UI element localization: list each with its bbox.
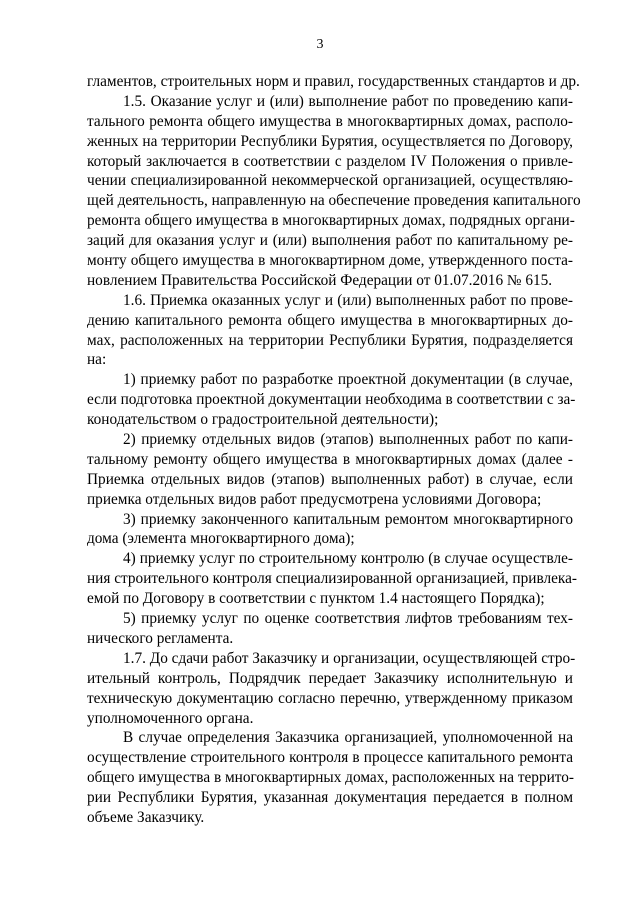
paragraph	[87, 72, 580, 92]
text-line: тальному ремонту общего имущества в многоквартирных домах (далее -	[87, 450, 573, 468]
text-line: ния строительного контроля специализированной организацией, привлека-	[87, 570, 577, 588]
text-line: 3) приемку законченного капитальным ремонтом многоквартирного	[123, 510, 573, 528]
text-line: 1.6. Приемка оказанных услуг и (или) выполненных работ по прове-	[123, 291, 573, 309]
text-line: В случае определения Заказчика организацией, уполномоченной на	[123, 729, 573, 747]
text-line: ремонта общего имущества в многоквартирных домах, подрядных органи-	[87, 212, 575, 230]
text-line: объеме Заказчику.	[87, 808, 205, 826]
text-line: монту общего имущества в многоквартирном доме, утвержденного поста-	[87, 252, 573, 270]
text-line: на:	[87, 351, 107, 369]
paragraph	[87, 430, 573, 510]
text-line: общего имущества в многоквартирных домах, расположенных на террито-	[87, 769, 575, 787]
text-line: уполномоченного органа.	[87, 709, 254, 727]
text-line: Приемка отдельных видов (этапов) выполненных работ) в случае, если	[87, 470, 573, 488]
paragraph	[87, 549, 577, 609]
text-line: конодательством о градостроительной деятельности);	[87, 411, 439, 429]
text-line: 1.7. До сдачи работ Заказчику и организации, осуществляющей стро-	[123, 649, 576, 667]
text-line: мах, расположенных на территории Республики Бурятия, подразделяется	[87, 331, 573, 349]
paragraph	[87, 92, 581, 291]
paragraph	[87, 510, 573, 550]
text-line: нического регламента.	[87, 629, 234, 647]
paragraph	[87, 291, 573, 371]
document-body	[87, 72, 581, 828]
text-line: рии Республики Бурятия, указанная документация передается в полном	[87, 789, 573, 807]
text-line: щей деятельность, направленную на обеспечение проведения капитального	[87, 192, 581, 210]
text-line: 2) приемку отдельных видов (этапов) выполненных работ по капи-	[123, 431, 573, 449]
paragraph	[87, 370, 576, 430]
text-line: если подготовка проектной документации необходима в соответствии с за-	[87, 391, 576, 409]
text-line: чении специализированной некоммерческой организацией, осуществляю-	[87, 172, 573, 190]
text-line: 1) приемку работ по разработке проектной документации (в случае,	[123, 371, 573, 389]
text-line: приемка отдельных видов работ предусмотрена условиями Договора;	[87, 490, 542, 508]
text-line: ительный контроль, Подрядчик передает Заказчику исполнительную и	[87, 669, 573, 687]
text-line: 5) приемку услуг по оценке соответствия лифтов требованиям тех-	[123, 610, 573, 628]
page-number: 3	[316, 37, 324, 52]
paragraph	[87, 649, 576, 729]
text-line: дома (элемента многоквартирного дома);	[87, 530, 355, 548]
text-line: 1.5. Оказание услуг и (или) выполнение работ по проведению капи-	[123, 92, 573, 110]
text-line: гламентов, строительных норм и правил, государственных стандартов и др.	[87, 73, 580, 90]
text-line: тального ремонта общего имущества в многоквартирных домах, располо-	[87, 112, 573, 130]
text-line: новлением Правительства Российской Федерации от 01.07.2016 № 615.	[87, 271, 553, 289]
text-line: женных на территории Республики Бурятия, осуществляется по Договору,	[87, 132, 573, 150]
text-line: техническую документацию согласно перечню, утвержденному приказом	[87, 689, 573, 707]
paragraph	[87, 728, 573, 827]
text-line: 4) приемку услуг по строительному контролю (в случае осуществле-	[123, 550, 573, 568]
text-line: который заключается в соответствии с разделом IV Положения о привле-	[87, 152, 573, 170]
text-line: емой по Договору в соответствии с пунктом 1.4 настоящего Порядка);	[87, 590, 545, 608]
paragraph	[87, 609, 573, 649]
text-line: осуществление строительного контроля в процессе капитального ремонта	[87, 749, 573, 767]
text-line: заций для оказания услуг и (или) выполнения работ по капитальному ре-	[87, 232, 573, 250]
text-line: дению капитального ремонта общего имущества в многоквартирных до-	[87, 311, 573, 329]
